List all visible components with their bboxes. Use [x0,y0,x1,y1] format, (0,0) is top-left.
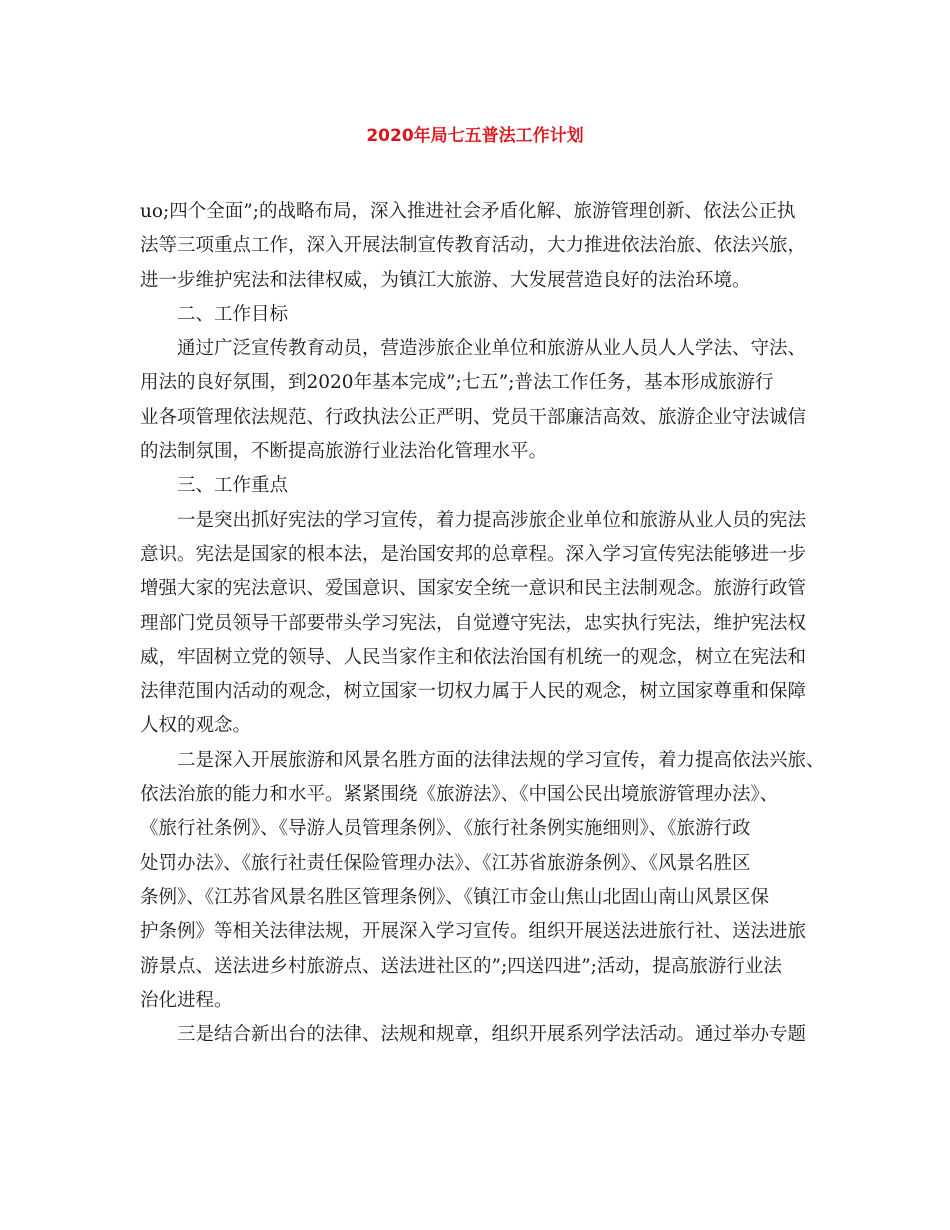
text-line: 意识。宪法是国家的根本法，是治国安邦的总章程。深入学习宣传宪法能够进一步 [140,543,807,565]
text-line: 三、工作重点 [177,475,289,497]
text-line: 条例》、《江苏省风景名胜区管理条例》、《镇江市金山焦山北固山南山风景区保 [140,886,770,908]
text-line: 二、工作目标 [177,303,289,325]
text-line: 一是突出抓好宪法的学习宣传，着力提高涉旅企业单位和旅游从业人员的宪法 [177,509,807,531]
text-line: 业各项管理依法规范、行政执法公正严明、党员干部廉洁高效、旅游企业守法诚信 [140,406,807,428]
text-line: 处罚办法》、《旅行社责任保险管理办法》、《江苏省旅游条例》、《风景名胜区 [140,852,751,874]
text-line: 游景点、送法进乡村旅游点、送法进社区的”;四送四进”;活动，提高旅游行业法 [140,955,782,977]
text-line: 法等三项重点工作，深入开展法制宣传教育活动，大力推进依法治旅、依法兴旅， [140,235,807,257]
text-line: 三是结合新出台的法律、法规和规章，组织开展系列学法活动。通过举办专题 [177,1024,807,1046]
text-line: 护条例》等相关法律法规，开展深入学习宣传。组织开展送法进旅行社、送法进旅 [140,921,807,943]
text-line: 法律范围内活动的观念，树立国家一切权力属于人民的观念，树立国家尊重和保障 [140,681,807,703]
text-line: 依法治旅的能力和水平。紧紧围绕《旅游法》、《中国公民出境旅游管理办法》、 [140,784,779,806]
text-line: 进一步维护宪法和法律权威，为镇江大旅游、大发展营造良好的法治环境。 [140,269,751,291]
text-line: 威，牢固树立党的领导、人民当家作主和依法治国有机统一的观念，树立在宪法和 [140,646,807,668]
text-line: 治化进程。 [140,989,233,1011]
document-body [140,195,830,1052]
text-line: 二是深入开展旅游和风景名胜方面的法律法规的学习宣传，着力提高依法兴旅、 [177,749,825,771]
text-line: 的法制氛围，不断提高旅游行业法治化管理水平。 [140,441,548,463]
text-line: uo;四个全面”;的战略布局，深入推进社会矛盾化解、旅游管理创新、依法公正执 [140,201,796,222]
text-line: 用法的良好氛围，到2020年基本完成”;七五”;普法工作任务，基本形成旅游行 [140,372,774,394]
text-line: 增强大家的宪法意识、爱国意识、国家安全统一意识和民主法制观念。旅游行政管 [140,578,807,600]
text-line: 人权的观念。 [140,715,252,737]
text-line: 理部门党员领导干部要带头学习宪法，自觉遵守宪法，忠实执行宪法，维护宪法权 [140,612,807,634]
text-line: 通过广泛宣传教育动员，营造涉旅企业单位和旅游从业人员人人学法、守法、 [177,338,807,360]
document-title: 2020年局七五普法工作计划 [366,126,584,146]
text-line: 《旅行社条例》、《导游人员管理条例》、《旅行社条例实施细则》、《旅游行政 [140,818,751,840]
